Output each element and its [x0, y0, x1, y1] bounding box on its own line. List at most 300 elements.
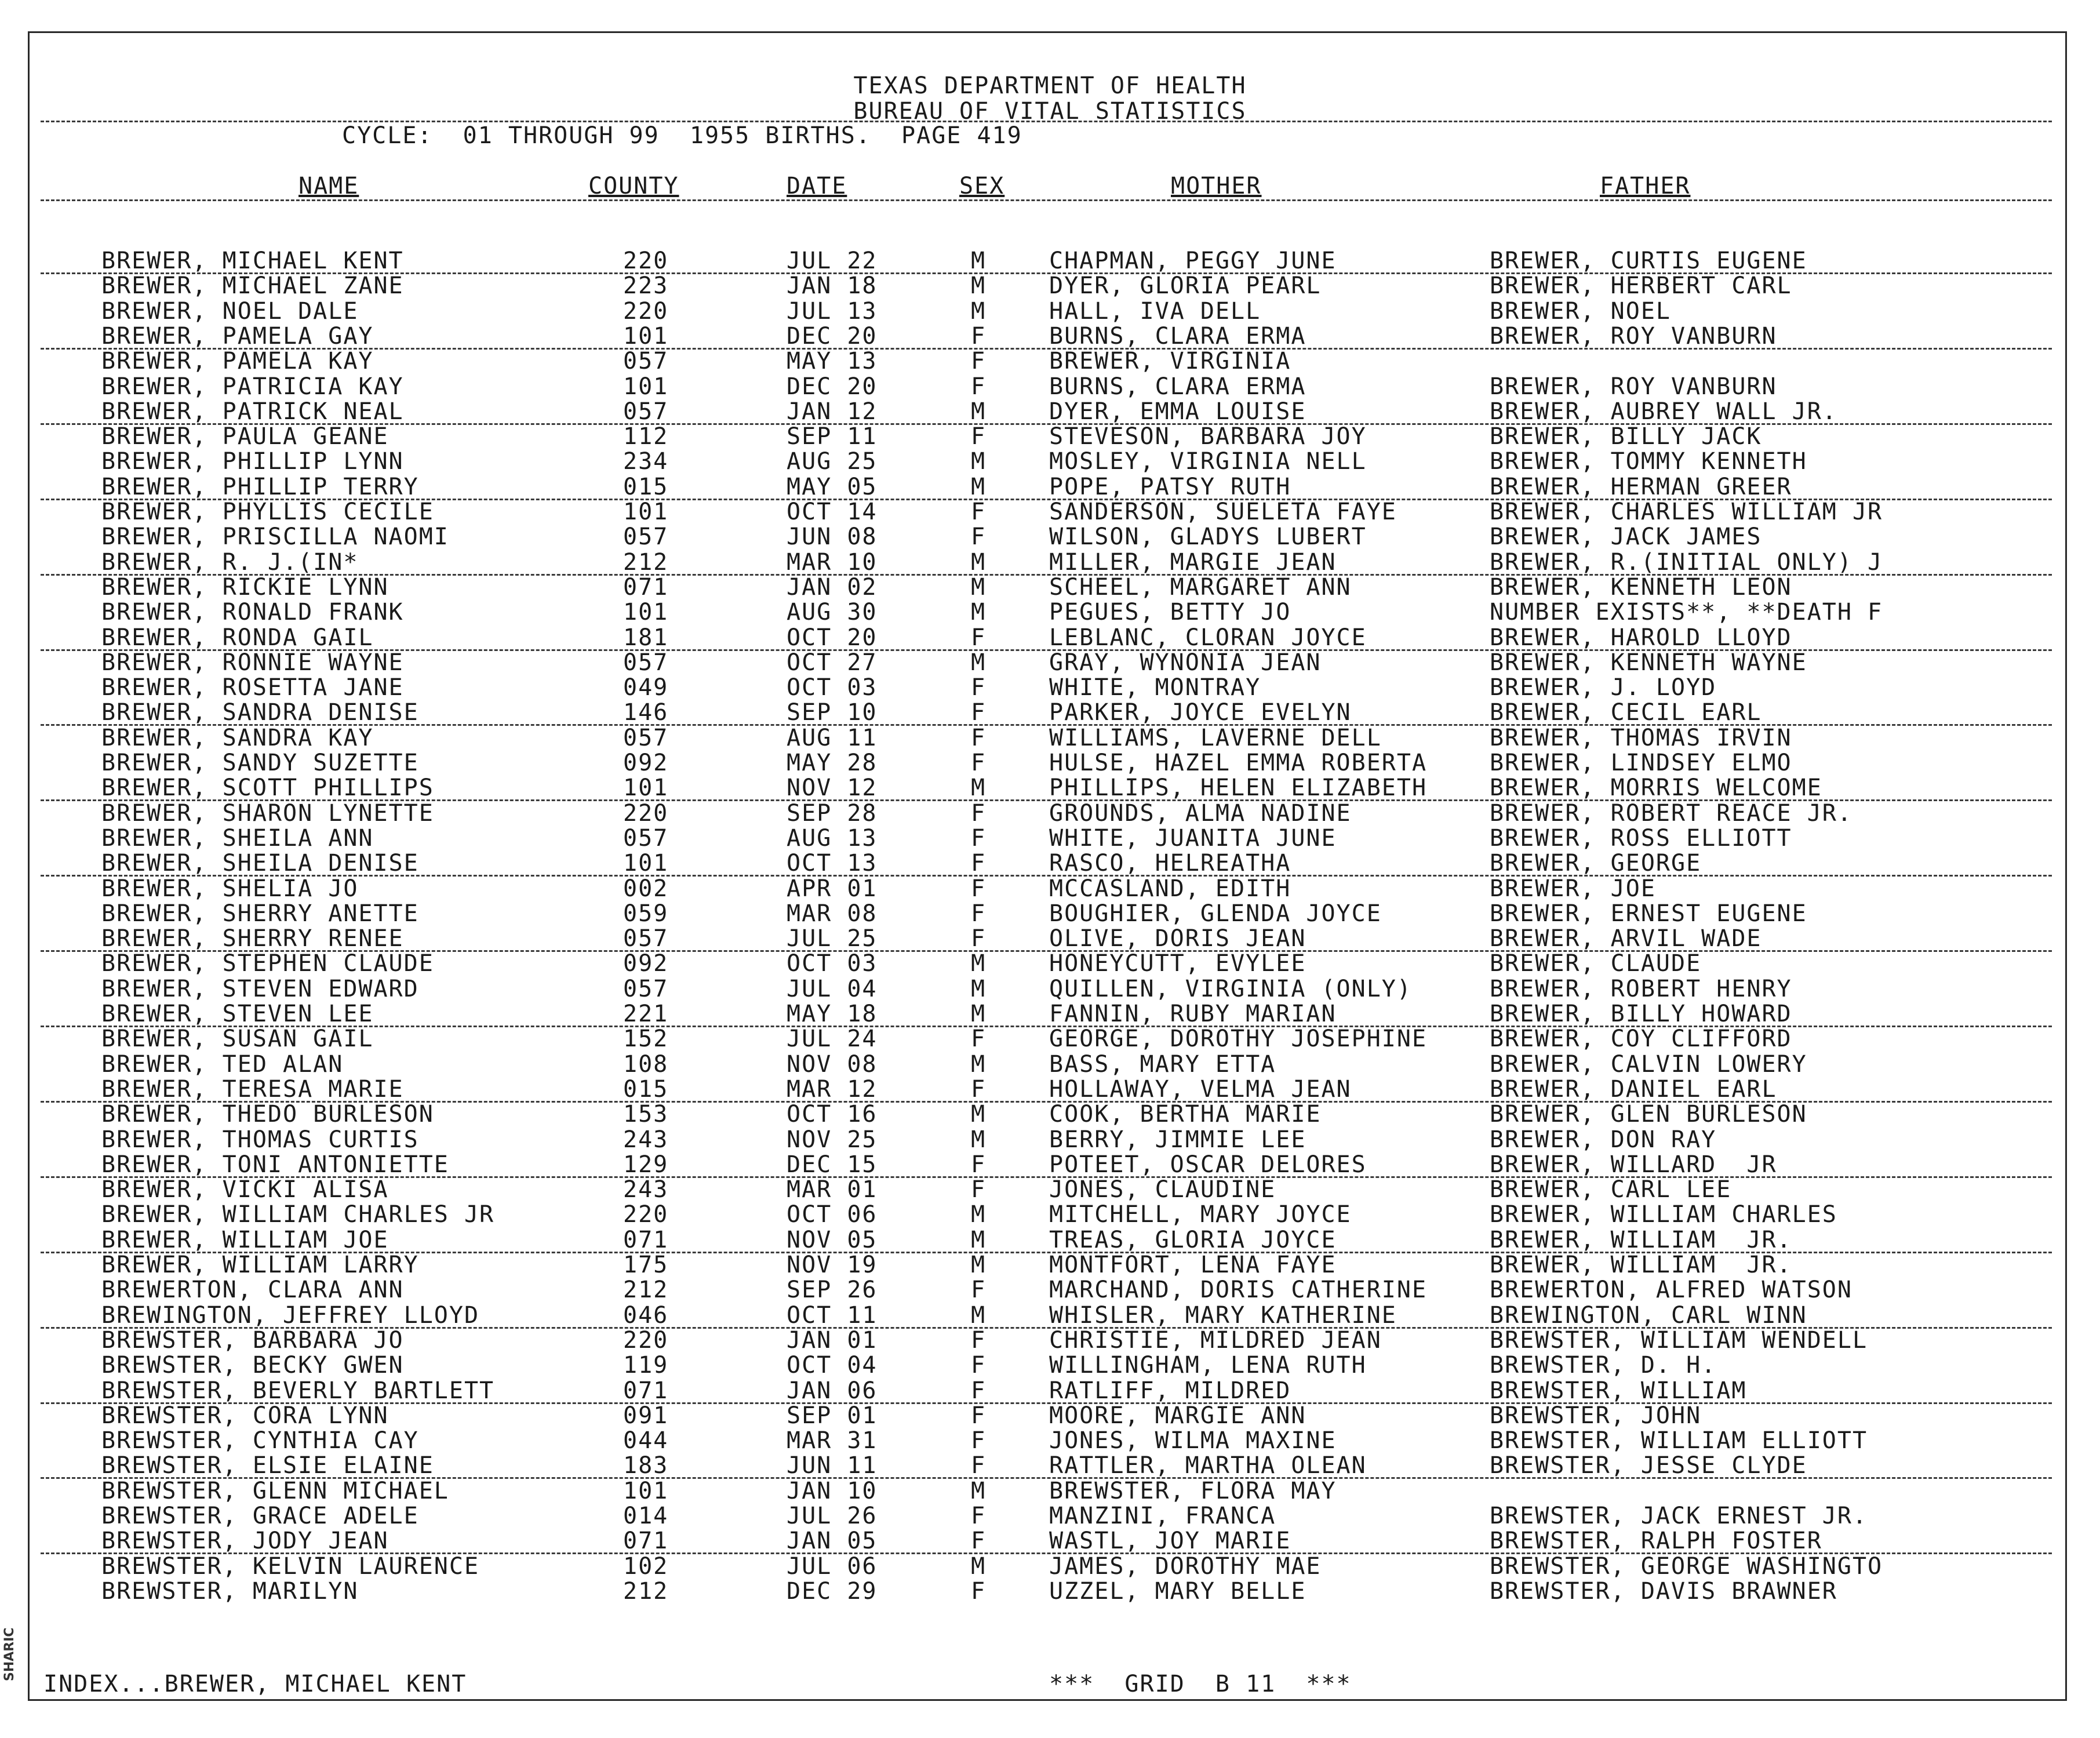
table-row [0, 300, 2100, 325]
record-name: BREWER, SHELIA JO [101, 875, 359, 902]
record-date: AUG 11 [787, 725, 878, 751]
record-mother: LEBLANC, CLORAN JOYCE [1049, 624, 1367, 651]
record-mother: MILLER, MARGIE JEAN [1049, 549, 1337, 576]
record-county: 175 [623, 1252, 669, 1278]
record-sex: M [971, 1227, 987, 1253]
table-row [0, 1178, 2100, 1203]
record-name: BREWER, SUSAN GAIL [101, 1026, 374, 1052]
column-header-father: FATHER [1600, 173, 1691, 199]
record-sex: M [971, 549, 987, 576]
record-sex: F [971, 1352, 987, 1379]
table-row [0, 475, 2100, 501]
record-name: BREWER, STEVEN LEE [101, 1001, 374, 1027]
record-name: BREWER, TED ALAN [101, 1051, 344, 1078]
record-sex: M [971, 1051, 987, 1078]
table-row [0, 751, 2100, 777]
record-county: 015 [623, 1076, 669, 1103]
record-date: OCT 04 [787, 1352, 878, 1379]
record-county: 071 [623, 574, 669, 601]
record-county: 153 [623, 1101, 669, 1128]
record-father: BREWER, ERNEST EUGENE [1490, 900, 1807, 927]
record-mother: FANNIN, RUBY MARIAN [1049, 1001, 1337, 1027]
record-name: BREWER, PATRICIA KAY [101, 373, 404, 400]
record-mother: CHAPMAN, PEGGY JUNE [1049, 248, 1337, 274]
record-sex: M [971, 1478, 987, 1504]
table-row [0, 1580, 2100, 1605]
record-name: BREWSTER, BARBARA JO [101, 1327, 404, 1354]
record-father: BREWER, ROY VANBURN [1490, 323, 1777, 350]
record-sex: F [971, 875, 987, 902]
record-mother: WHITE, MONTRAY [1049, 674, 1261, 701]
record-name: BREWER, MICHAEL ZANE [101, 272, 404, 299]
record-date: SEP 28 [787, 800, 878, 827]
table-row [0, 827, 2100, 852]
record-father: BREWER, ROBERT REACE JR. [1490, 800, 1852, 827]
record-sex: M [971, 1553, 987, 1580]
record-mother: WILLINGHAM, LENA RUTH [1049, 1352, 1367, 1379]
record-sex: F [971, 1176, 987, 1203]
record-name: BREWER, TONI ANTONIETTE [101, 1151, 449, 1178]
record-father: BREWSTER, JESSE CLYDE [1490, 1452, 1807, 1479]
record-mother: MANZINI, FRANCA [1049, 1503, 1276, 1529]
column-header-rule [41, 199, 2052, 201]
record-mother: BOUGHIER, GLENDA JOYCE [1049, 900, 1382, 927]
record-date: JAN 12 [787, 398, 878, 425]
record-name: BREWER, MICHAEL KENT [101, 248, 404, 274]
record-mother: RATLIFF, MILDRED [1049, 1377, 1291, 1404]
record-date: NOV 05 [787, 1227, 878, 1253]
record-date: APR 01 [787, 875, 878, 902]
record-name: BREWER, PRISCILLA NAOMI [101, 523, 449, 550]
record-date: JUL 06 [787, 1553, 878, 1580]
record-name: BREWER, PHYLLIS CECILE [101, 499, 434, 525]
record-name: BREWER, STEPHEN CLAUDE [101, 950, 434, 977]
record-date: JAN 18 [787, 272, 878, 299]
record-father: BREWER, MORRIS WELCOME [1490, 775, 1822, 801]
table-row [0, 551, 2100, 576]
record-father: BREWER, BILLY JACK [1490, 423, 1762, 450]
record-date: SEP 01 [787, 1402, 878, 1429]
record-date: OCT 27 [787, 649, 878, 676]
record-sex: M [971, 950, 987, 977]
record-father: BREWER, HERMAN GREER [1490, 474, 1792, 500]
record-father: BREWSTER, WILLIAM WENDELL [1490, 1327, 1868, 1354]
record-date: MAR 12 [787, 1076, 878, 1103]
record-date: MAR 08 [787, 900, 878, 927]
record-sex: M [971, 398, 987, 425]
record-county: 057 [623, 825, 669, 852]
record-father: BREWER, CHARLES WILLIAM JR [1490, 499, 1883, 525]
record-sex: F [971, 674, 987, 701]
record-county: 044 [623, 1427, 669, 1454]
record-mother: QUILLEN, VIRGINIA (ONLY) [1049, 976, 1412, 1002]
record-name: BREWER, WILLIAM LARRY [101, 1252, 419, 1278]
table-row [0, 1354, 2100, 1379]
record-county: 152 [623, 1026, 669, 1052]
record-father: BREWER, JACK JAMES [1490, 523, 1762, 550]
record-mother: MITCHELL, MARY JOYCE [1049, 1201, 1352, 1228]
record-county: 101 [623, 323, 669, 350]
record-date: OCT 11 [787, 1302, 878, 1329]
record-county: 102 [623, 1553, 669, 1580]
record-name: BREWER, PAMELA KAY [101, 348, 374, 374]
table-row [0, 1128, 2100, 1154]
record-mother: WILLIAMS, LAVERNE DELL [1049, 725, 1382, 751]
record-sex: F [971, 1503, 987, 1529]
record-date: NOV 12 [787, 775, 878, 801]
record-date: OCT 03 [787, 674, 878, 701]
record-sex: F [971, 699, 987, 726]
record-mother: COOK, BERTHA MARIE [1049, 1101, 1322, 1128]
record-county: 071 [623, 1528, 669, 1554]
record-mother: WASTL, JOY MARIE [1049, 1528, 1291, 1554]
record-father: BREWSTER, DAVIS BRAWNER [1490, 1578, 1837, 1605]
record-father: NUMBER EXISTS**, **DEATH F [1490, 599, 1883, 626]
record-mother: JONES, CLAUDINE [1049, 1176, 1276, 1203]
record-date: MAY 13 [787, 348, 878, 374]
record-date: NOV 19 [787, 1252, 878, 1278]
record-date: JUL 22 [787, 248, 878, 274]
record-county: 183 [623, 1452, 669, 1479]
record-sex: F [971, 373, 987, 400]
record-date: JAN 01 [787, 1327, 878, 1354]
table-row [0, 450, 2100, 475]
record-county: 220 [623, 800, 669, 827]
table-row [0, 676, 2100, 701]
record-date: JUN 08 [787, 523, 878, 550]
record-date: JAN 06 [787, 1377, 878, 1404]
record-date: AUG 30 [787, 599, 878, 626]
record-mother: WILSON, GLADYS LUBERT [1049, 523, 1367, 550]
record-father: BREWER, DANIEL EARL [1490, 1076, 1777, 1103]
record-mother: WHISLER, MARY KATHERINE [1049, 1302, 1397, 1329]
record-name: BREWERTON, CLARA ANN [101, 1277, 404, 1303]
record-mother: PHILLIPS, HELEN ELIZABETH [1049, 775, 1428, 801]
record-date: MAY 18 [787, 1001, 878, 1027]
table-row [0, 726, 2100, 752]
record-sex: F [971, 348, 987, 374]
record-sex: M [971, 1001, 987, 1027]
record-date: JUN 11 [787, 1452, 878, 1479]
record-sex: F [971, 1277, 987, 1303]
record-date: AUG 13 [787, 825, 878, 852]
record-father: BREWER, BILLY HOWARD [1490, 1001, 1792, 1027]
record-county: 071 [623, 1377, 669, 1404]
record-father: BREWER, NOEL [1490, 298, 1671, 325]
record-date: JUL 25 [787, 925, 878, 952]
record-date: OCT 16 [787, 1101, 878, 1128]
table-row [0, 952, 2100, 977]
record-mother: MOSLEY, VIRGINIA NELL [1049, 448, 1367, 475]
record-mother: TREAS, GLORIA JOYCE [1049, 1227, 1337, 1253]
record-county: 046 [623, 1302, 669, 1329]
record-sex: F [971, 523, 987, 550]
record-date: OCT 06 [787, 1201, 878, 1228]
record-name: BREWER, SANDY SUZETTE [101, 750, 419, 776]
side-label: SHARIC [2, 1627, 17, 1681]
record-father: BREWER, CURTIS EUGENE [1490, 248, 1807, 274]
record-county: 015 [623, 474, 669, 500]
record-sex: F [971, 323, 987, 350]
record-sex: F [971, 1327, 987, 1354]
record-father: BREWSTER, JACK ERNEST JR. [1490, 1503, 1868, 1529]
record-name: BREWSTER, GRACE ADELE [101, 1503, 419, 1529]
record-mother: DYER, GLORIA PEARL [1049, 272, 1322, 299]
record-sex: F [971, 423, 987, 450]
record-name: BREWER, ROSETTA JANE [101, 674, 404, 701]
table-row [0, 525, 2100, 551]
record-sex: M [971, 1302, 987, 1329]
record-father: BREWSTER, GEORGE WASHINGTO [1490, 1553, 1883, 1580]
table-row [0, 802, 2100, 827]
record-mother: SANDERSON, SUELETA FAYE [1049, 499, 1397, 525]
record-mother: SCHEEL, MARGARET ANN [1049, 574, 1352, 601]
record-mother: BERRY, JIMMIE LEE [1049, 1126, 1306, 1153]
record-father: BREWER, CLAUDE [1490, 950, 1702, 977]
record-county: 014 [623, 1503, 669, 1529]
record-father: BREWER, WILLIAM CHARLES [1490, 1201, 1837, 1228]
record-sex: F [971, 800, 987, 827]
record-county: 091 [623, 1402, 669, 1429]
record-mother: BURNS, CLARA ERMA [1049, 373, 1306, 400]
record-mother: GRAY, WYNONIA JEAN [1049, 649, 1322, 676]
record-date: MAR 01 [787, 1176, 878, 1203]
table-row [0, 1002, 2100, 1028]
table-row [0, 1479, 2100, 1505]
record-county: 119 [623, 1352, 669, 1379]
record-father: BREWER, THOMAS IRVIN [1490, 725, 1792, 751]
record-mother: WHITE, JUANITA JUNE [1049, 825, 1337, 852]
record-date: JAN 05 [787, 1528, 878, 1554]
record-name: BREWER, RONDA GAIL [101, 624, 374, 651]
table-row [0, 1304, 2100, 1329]
record-county: 108 [623, 1051, 669, 1078]
record-name: BREWER, THEDO BURLESON [101, 1101, 434, 1128]
record-mother: MOORE, MARGIE ANN [1049, 1402, 1306, 1429]
record-father: BREWSTER, D. H. [1490, 1352, 1717, 1379]
record-name: BREWER, VICKI ALISA [101, 1176, 389, 1203]
record-father: BREWER, R.(INITIAL ONLY) J [1490, 549, 1883, 576]
record-father: BREWER, JOE [1490, 875, 1656, 902]
record-county: 057 [623, 725, 669, 751]
record-county: 221 [623, 1001, 669, 1027]
record-county: 101 [623, 1478, 669, 1504]
table-row [0, 1027, 2100, 1053]
record-name: BREWINGTON, JEFFREY LLOYD [101, 1302, 480, 1329]
record-sex: M [971, 272, 987, 299]
record-father: BREWER, HERBERT CARL [1490, 272, 1792, 299]
record-date: NOV 08 [787, 1051, 878, 1078]
record-father: BREWER, WILLARD JR [1490, 1151, 1777, 1178]
record-sex: F [971, 624, 987, 651]
table-row [0, 249, 2100, 275]
table-row [0, 1379, 2100, 1405]
record-father: BREWER, COY CLIFFORD [1490, 1026, 1792, 1052]
record-name: BREWER, WILLIAM JOE [101, 1227, 389, 1253]
record-name: BREWER, PHILLIP TERRY [101, 474, 419, 500]
record-father: BREWSTER, WILLIAM [1490, 1377, 1747, 1404]
record-sex: F [971, 850, 987, 877]
record-father: BREWER, CALVIN LOWERY [1490, 1051, 1807, 1078]
record-sex: F [971, 750, 987, 776]
record-county: 049 [623, 674, 669, 701]
record-name: BREWER, PAMELA GAY [101, 323, 374, 350]
record-name: BREWER, PATRICK NEAL [101, 398, 404, 425]
table-row [0, 977, 2100, 1003]
record-county: 101 [623, 499, 669, 525]
record-sex: M [971, 649, 987, 676]
table-row [0, 601, 2100, 626]
record-county: 243 [623, 1126, 669, 1153]
table-row [0, 1504, 2100, 1530]
record-county: 220 [623, 1327, 669, 1354]
header-bureau: BUREAU OF VITAL STATISTICS [853, 98, 1247, 125]
record-county: 181 [623, 624, 669, 651]
table-row [0, 375, 2100, 401]
record-mother: GROUNDS, ALMA NADINE [1049, 800, 1352, 827]
record-sex: F [971, 900, 987, 927]
record-father: BREWER, CECIL EARL [1490, 699, 1762, 726]
table-row [0, 1203, 2100, 1228]
table-row [0, 1053, 2100, 1078]
record-mother: POPE, PATSY RUTH [1049, 474, 1291, 500]
record-sex: M [971, 1101, 987, 1128]
record-name: BREWER, THOMAS CURTIS [101, 1126, 419, 1153]
record-county: 101 [623, 373, 669, 400]
record-mother: HALL, IVA DELL [1049, 298, 1261, 325]
record-name: BREWER, SHERRY ANETTE [101, 900, 419, 927]
column-header-county: COUNTY [588, 173, 679, 199]
record-county: 243 [623, 1176, 669, 1203]
record-county: 092 [623, 950, 669, 977]
record-county: 057 [623, 398, 669, 425]
record-sex: F [971, 1427, 987, 1454]
table-row [0, 350, 2100, 375]
column-header-sex: SEX [959, 173, 1005, 199]
record-date: JAN 10 [787, 1478, 878, 1504]
record-name: BREWER, STEVEN EDWARD [101, 976, 419, 1002]
record-sex: M [971, 976, 987, 1002]
record-county: 212 [623, 549, 669, 576]
record-date: MAR 31 [787, 1427, 878, 1454]
table-row [0, 274, 2100, 300]
record-name: BREWER, SHEILA ANN [101, 825, 374, 852]
record-date: DEC 15 [787, 1151, 878, 1178]
record-name: BREWSTER, GLENN MICHAEL [101, 1478, 449, 1504]
record-name: BREWER, SHARON LYNETTE [101, 800, 434, 827]
record-name: BREWER, R. J.(IN* [101, 549, 359, 576]
table-row [0, 425, 2100, 450]
record-sex: F [971, 1076, 987, 1103]
record-county: 234 [623, 448, 669, 475]
record-sex: F [971, 1528, 987, 1554]
record-name: BREWER, PHILLIP LYNN [101, 448, 404, 475]
record-date: SEP 26 [787, 1277, 878, 1303]
record-father: BREWER, HAROLD LLOYD [1490, 624, 1792, 651]
record-county: 101 [623, 599, 669, 626]
record-name: BREWER, NOEL DALE [101, 298, 359, 325]
record-county: 212 [623, 1277, 669, 1303]
table-row [0, 927, 2100, 952]
record-father: BREWER, WILLIAM JR. [1490, 1227, 1792, 1253]
record-county: 059 [623, 900, 669, 927]
record-sex: F [971, 1377, 987, 1404]
record-father: BREWSTER, RALPH FOSTER [1490, 1528, 1822, 1554]
record-county: 220 [623, 298, 669, 325]
record-sex: M [971, 574, 987, 601]
record-date: OCT 14 [787, 499, 878, 525]
record-sex: F [971, 1402, 987, 1429]
record-county: 112 [623, 423, 669, 450]
record-date: OCT 20 [787, 624, 878, 651]
column-header-name: NAME [299, 173, 359, 199]
table-row [0, 902, 2100, 928]
record-date: JUL 24 [787, 1026, 878, 1052]
column-header-date: DATE [787, 173, 847, 199]
record-name: BREWER, SCOTT PHILLIPS [101, 775, 434, 801]
record-county: 057 [623, 348, 669, 374]
record-county: 101 [623, 775, 669, 801]
record-name: BREWER, SANDRA DENISE [101, 699, 419, 726]
record-mother: OLIVE, DORIS JEAN [1049, 925, 1306, 952]
footer-grid: *** GRID B 11 *** [1049, 1671, 1352, 1697]
record-county: 071 [623, 1227, 669, 1253]
record-county: 220 [623, 1201, 669, 1228]
record-name: BREWSTER, KELVIN LAURENCE [101, 1553, 480, 1580]
record-mother: JAMES, DOROTHY MAE [1049, 1553, 1322, 1580]
record-sex: F [971, 1452, 987, 1479]
record-name: BREWER, SHERRY RENEE [101, 925, 404, 952]
record-sex: F [971, 1151, 987, 1178]
record-father: BREWINGTON, CARL WINN [1490, 1302, 1807, 1329]
record-county: 101 [623, 850, 669, 877]
record-sex: M [971, 1201, 987, 1228]
record-father: BREWSTER, JOHN [1490, 1402, 1702, 1429]
record-date: MAY 28 [787, 750, 878, 776]
record-mother: JONES, WILMA MAXINE [1049, 1427, 1337, 1454]
table-row [0, 1253, 2100, 1279]
record-mother: BREWSTER, FLORA MAY [1049, 1478, 1337, 1504]
table-row [0, 1103, 2100, 1128]
record-county: 057 [623, 925, 669, 952]
table-row [0, 1529, 2100, 1555]
record-date: MAY 05 [787, 474, 878, 500]
record-name: BREWER, SANDRA KAY [101, 725, 374, 751]
table-row [0, 400, 2100, 426]
record-father: BREWERTON, ALFRED WATSON [1490, 1277, 1852, 1303]
record-mother: HULSE, HAZEL EMMA ROBERTA [1049, 750, 1428, 776]
record-name: BREWER, RONNIE WAYNE [101, 649, 404, 676]
record-county: 057 [623, 976, 669, 1002]
record-mother: MONTFORT, LENA FAYE [1049, 1252, 1337, 1278]
record-sex: F [971, 825, 987, 852]
table-row [0, 1429, 2100, 1455]
record-county: 002 [623, 875, 669, 902]
record-name: BREWSTER, ELSIE ELAINE [101, 1452, 434, 1479]
table-row [0, 877, 2100, 903]
table-row [0, 325, 2100, 350]
record-father: BREWER, KENNETH WAYNE [1490, 649, 1807, 676]
record-father: BREWER, ROSS ELLIOTT [1490, 825, 1792, 852]
record-father: BREWER, AUBREY WALL JR. [1490, 398, 1837, 425]
table-row [0, 1404, 2100, 1430]
record-county: 057 [623, 649, 669, 676]
record-name: BREWER, TERESA MARIE [101, 1076, 404, 1103]
record-father: BREWER, ARVIL WADE [1490, 925, 1762, 952]
record-county: 129 [623, 1151, 669, 1178]
footer-index: INDEX...BREWER, MICHAEL KENT [43, 1671, 467, 1697]
record-father: BREWER, J. LOYD [1490, 674, 1717, 701]
